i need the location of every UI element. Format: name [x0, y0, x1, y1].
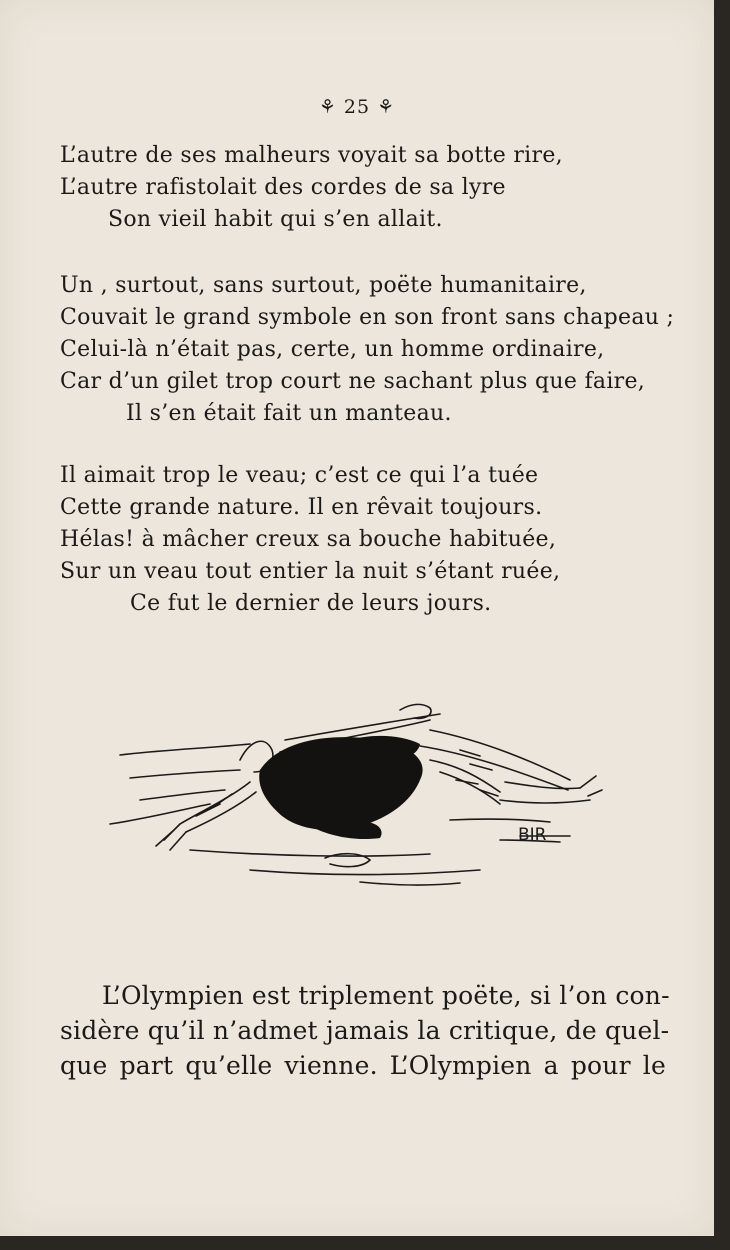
illustration-reclining-figure	[100, 700, 610, 900]
verse-line: L’autre de ses malheurs voyait sa botte rire,	[60, 143, 563, 168]
stanza-1	[60, 140, 680, 236]
verse-line: Son vieil habit qui s’en allait.	[108, 207, 443, 232]
verse-line: Celui-là n’était pas, certe, un homme ordinaire,	[60, 337, 605, 362]
folio-ornament-right-icon: ⚘	[377, 96, 396, 118]
prose-paragraph	[60, 978, 670, 1083]
illustration-signature: BIR	[518, 825, 547, 845]
prose-line: que part qu’elle vienne. L’Olympien a pour le	[60, 1051, 666, 1080]
verse-line: Hélas! à mâcher creux sa bouche habituée,	[60, 527, 557, 552]
verse-line: Il aimait trop le veau; c’est ce qui l’a tuée	[60, 463, 539, 488]
prose-line: L’Olympien est triplement poëte, si l’on con-	[102, 981, 670, 1010]
verse-line: Sur un veau tout entier la nuit s’étant ruée,	[60, 559, 561, 584]
verse-line: L’autre rafistolait des cordes de sa lyre	[60, 175, 506, 200]
folio-ornament-left-icon: ⚘	[318, 96, 337, 118]
prose-line: sidère qu’il n’admet jamais la critique, de quel-	[60, 1016, 670, 1045]
verse-line: Il s’en était fait un manteau.	[126, 401, 452, 426]
stanza-3	[60, 460, 680, 620]
verse-line: Cette grande nature. Il en rêvait toujours.	[60, 495, 543, 520]
verse-line: Car d’un gilet trop court ne sachant plus que faire,	[60, 369, 646, 394]
stanza-2	[60, 270, 680, 430]
verse-line: Un , surtout, sans surtout, poëte humanitaire,	[60, 273, 587, 298]
page-header	[0, 96, 714, 118]
verse-line: Ce fut le dernier de leurs jours.	[130, 591, 492, 616]
verse-line: Couvait le grand symbole en son front sans chapeau ;	[60, 305, 675, 330]
page-number: 25	[343, 96, 371, 118]
